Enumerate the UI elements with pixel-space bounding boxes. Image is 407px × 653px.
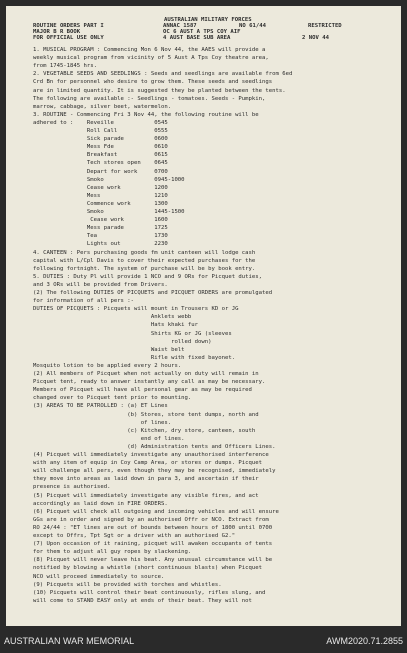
document-line: rolled down) [33,338,212,345]
document-line: they move into areas as laid down in para 3, and ascertain if their [33,476,259,483]
header-company: OC 6 AUST A TPS COY AIF [163,29,241,35]
document-line: weekly musical program from vicinity of 5 Aust A Tps Coy theatre area, [33,55,269,62]
document-line: except to Offrs, Tpt Sgt or a driver with an authorised G2." [33,533,236,539]
document-line: presence is authorised. [33,484,111,491]
document-line: (4) Picquet will immediately investigate any unauthorised interference [33,452,269,458]
document-line: Tech stores open 0645 [33,160,168,167]
document-line: Smoko 1445-1500 [33,209,185,215]
header-annac: ANNAC 1587 [163,23,197,29]
document-line: Sick parade 0600 [33,136,168,143]
document-line: (5) Picquet will immediately investigate any visible fires, and act [33,492,259,499]
document-line: following fortnight. The system of purchase will be by book entry. [33,265,256,272]
document-line: Mess 1210 [33,192,168,199]
document-line: Shirts KG or JG (sleeves [33,330,232,337]
document-line: end of lines. [33,435,185,442]
document-line: Mess parade 1725 [33,225,168,232]
document-line: Breakfast 0615 [33,152,168,159]
document-line: Picquet tent, ready to answer instantly any call as may be necessary. [33,379,266,386]
document-line: adhered to : Reveille 0545 [33,119,168,126]
header-classification: RESTRICTED [308,23,342,29]
document-line: Lights out 2230 [33,241,168,248]
document-line: (2) All members of Picquet when not actually on duty will remain in [33,371,259,377]
document-line: for them to adjust all guy ropes by slackening. [33,549,192,556]
document-page [6,6,401,626]
document-line: Roll Call 0555 [33,128,168,134]
document-line: will come to STAND EASY only at ends of their beat. They will not [33,597,252,604]
document-line: Crd Bn for personnel who desire to grow them. These seeds and seedlings [33,79,273,86]
document-line: Mess Fde 0610 [33,144,168,151]
document-line: Depart for work 0700 [33,168,168,175]
document-line: Tea 1730 [33,233,168,240]
document-line: from 1745-1845 hrs. [33,63,97,70]
document-line: are in limited quantity. It is suggested they be planted between the tents. [33,87,286,94]
footer-reference: AWM2020.71.2855 [326,636,403,646]
document-line: for information of all pers :- [33,298,135,305]
footer-collection: AUSTRALIAN WAR MEMORIAL [4,636,135,646]
document-line: The following are available :- Seedlings - tomatoes. Seeds - Pumpkin, [33,95,266,102]
header-date: 2 NOV 44 [302,35,329,41]
document-line: Mosquito lotion to be applied every 2 hours. [33,362,182,369]
document-line: (7) Upon occasion of it raining, picquet will awaken occupants of tents [33,541,273,548]
document-line: with any item of equip in Coy Camp Area, or stores or dumps. Picquet [33,460,263,467]
document-line: (6) Picquet will check all outgoing and incoming vehicles and will ensure [33,508,279,515]
document-line: notified by blowing a whistle (short continuous blasts) when Picquet [33,565,263,572]
document-line: (10) Picquets will control their beat continuously, rifles slung, and [33,589,266,596]
document-line: GGs are in order and signed by an authorised Offr or NCO. Extract from [33,516,269,523]
document-line: marrow, cabbage, silver beet, watermelon. [33,103,172,110]
header-order-number: NO 61/44 [239,23,266,29]
document-line: (d) Administration tents and Officers Lines. [33,443,276,450]
document-line: 4. CANTEEN : Pers purchasing goods fm unit canteen will lodge cash [33,249,256,256]
document-line: Cease work 1200 [33,184,168,191]
document-line: Members of Picquet will have all personal gear as may be required [33,387,252,394]
document-line: 2. VEGETABLE SEEDS AND SEEDLINGS : Seeds and seedlings are available from 6ed [33,71,293,78]
document-line: (3) AREAS TO BE PATROLLED : (a) ET Lines [33,403,168,410]
archive-footer [0,631,407,653]
header-officer: MAJOR B R BOOK [33,29,81,35]
document-line: accordingly as laid down in FIRE ORDERS. [33,500,168,507]
document-line: (c) Kitchen, dry store, canteen, south [33,427,256,434]
document-line: Smoko 0945-1000 [33,176,185,183]
document-line: will challenge all pers, even though they may be recognised, immediately [33,468,276,475]
document-line: changed over to Picquet tent prior to mounting. [33,395,192,402]
document-line: (9) Picquets will be provided with torches and whistles. [33,581,222,588]
document-line: 1. MUSICAL PROGRAM : Commencing Mon 6 Nov 44, the AAES will provide a [33,47,266,53]
document-line: and 3 ORs will be provided from Drivers. [33,281,168,288]
document-line: Rifle with fixed bayonet. [33,354,236,361]
document-line: 3. ROUTINE - Commencing Fri 3 Nov 44, the following routine will be [33,111,259,118]
document-line: Commence work 1300 [33,200,168,207]
document-line: DUTIES OF PICQUETS : Picquets will mount in Trousers KD or JG [33,306,239,313]
document-line: Anklets webb [33,314,192,321]
header-org: AUSTRALIAN MILITARY FORCES [164,17,252,23]
document-line: capital with L/Cpl Davis to cover their expected purchases for the [33,257,256,264]
document-line: RO 24/44 : "ET lines are out of bounds between hours of 1800 until 0700 [33,524,273,531]
document-line: Waist belt [33,346,185,353]
document-line: of lines. [33,419,172,426]
header-routine-orders: ROUTINE ORDERS PART I [33,23,104,29]
document-line: (2) The following DUTIES OF PICQUETS and PICQUET ORDERS are promulgated [33,290,273,296]
document-line: (8) Picquet will never leave his beat. Any unusual circumstance will be [33,557,273,564]
document-line: (b) Stores, store tent dumps, north and [33,411,259,418]
document-line: NCO will proceed immediately to source. [33,573,165,580]
header-official-use: FOR OFFICIAL USE ONLY [33,35,104,41]
header-sub-area: 4 AUST BASE SUB AREA [163,35,231,41]
document-line: Hats khaki fur [33,322,199,329]
document-line: Cease work 1600 [33,217,168,224]
document-line: 5. DUTIES : Duty Pl will provide 1 NCO and 9 ORs for Picquet duties, [33,273,263,280]
